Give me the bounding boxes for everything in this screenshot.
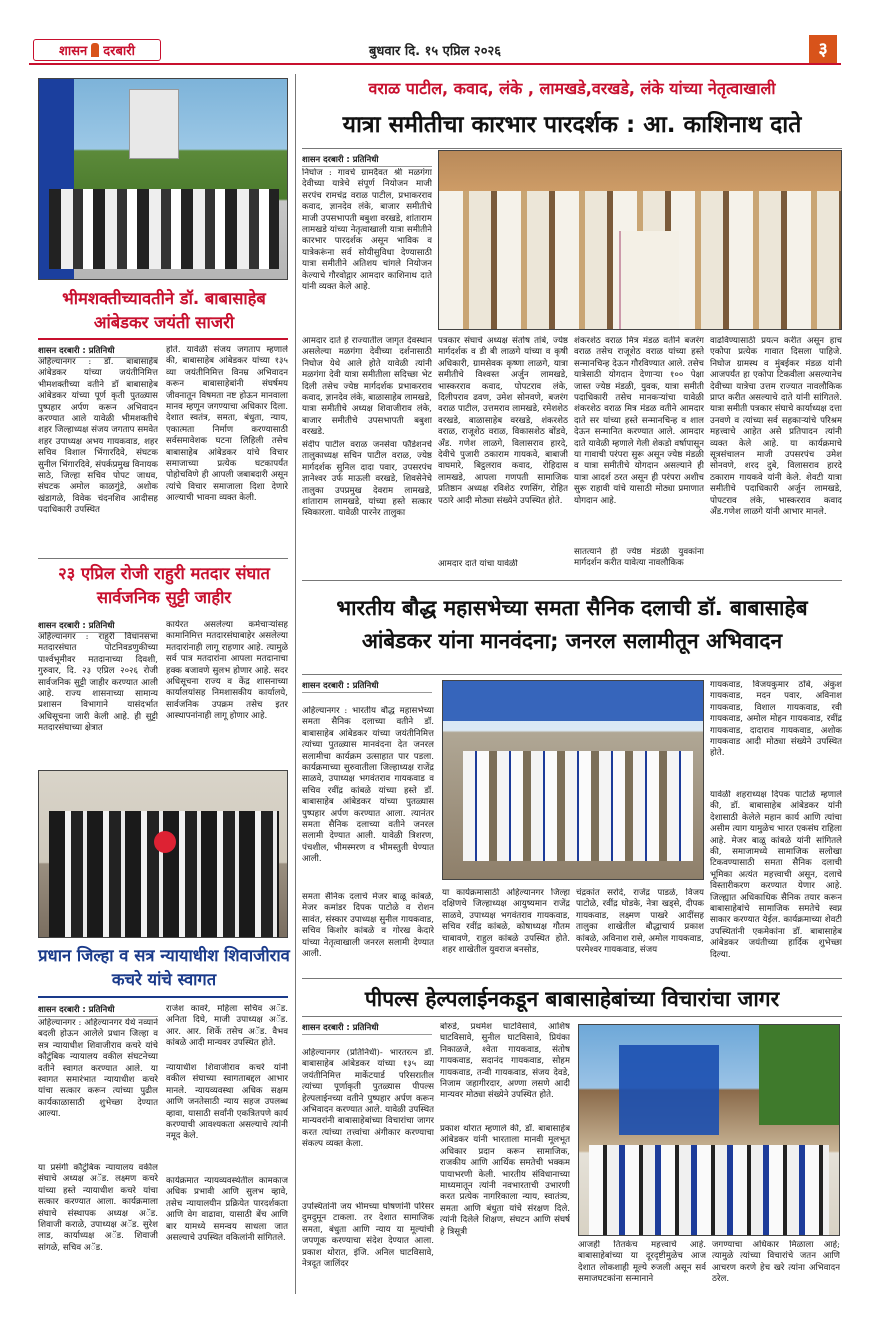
story1-byline: शासन दरबारी : प्रतिनिधी	[302, 154, 432, 167]
masthead	[29, 35, 841, 65]
brand-right: दरबारी	[103, 44, 135, 59]
brand-left: शासन	[59, 44, 88, 59]
section-rule	[302, 978, 842, 979]
story1-col2: पत्रकार संघाचे अध्यक्ष संतोष तांबे, ज्येष्ठ मार्गदर्शक व डी बी लाळगे यांच्या व कृषी अधिकारी, ग्रामसेवक कृष्णा लाळगे, यात्रा समीतीचे विश्वस्त अर्जुन लामखडे, भास्करराव कवाद, पोपटराव लंके, दिलीपराव ढवण, उमेश सोनवणे, बजरंग वराळ पाटील, उत्तमराव लामखडे, रमेशशेठ वरखडे, बाळासाहेब वरखडे, शंकरशेठ वराळ, राजूशेठ वराळ, विकासशेठ बोंडवे, अँड. गणेश लाळगे, विलासराव हारदे, देवीचे पुजारी ठकाराम गायकवे, बाबाजी वाघमारे, बिट्ठलराव कवाद, रोहिदास लामखडे, आपला गणपती सामाजिक प्रतिष्ठान अध्यक्ष रविशेठ रणसिंग, रोहित पठारे आदी मोठ्या संख्येने उपस्थित होते.	[438, 336, 568, 506]
story1-col3b: सातत्याने ही ज्येष्ठ मंडळी युवकांना मार्गदर्शन करीत यावेत्या नावलौकिक	[574, 547, 704, 569]
peoples-helpline-photo	[578, 1024, 840, 1236]
story3-headline: २३ एप्रिल रोजी राहुरी मतदार संघात सार्वजनिक सुट्टी जाहीर	[58, 564, 270, 607]
story4-col2: राजेश कावरे, महिला सचिव अॅड. अनिता दिघे, माजी उपाध्यक्ष अॅड. आर. आर. शिर्के तसेच अॅड. वैभव कांबळे आदी मान्यवर उपस्थित होते.	[166, 1004, 288, 1049]
section-rule	[38, 558, 288, 559]
story6-col2b: प्रकाश थोरात म्हणाले की, डॉ. बाबासाहेब आंबेडकर यांनी भारताला मानवी मूलभूत अधिकार प्रदान करून सामाजिक, राजकीय आणि आर्थिक समतेची भक्कम पायाभरणी केली. भारतीय संविधानाच्या माध्यमातून त्यांनी नवभारताची उभारणी करत प्रत्येक नागरिकाला न्याय, स्वातंत्र्य, समता आणि बंधुता यांचे संरक्षण दिले. त्यांनी दिलेले शिक्षण, संघटन आणि संघर्ष हे त्रिसूत्री	[440, 1124, 570, 1237]
column-divider	[295, 74, 296, 1294]
page-number-badge	[809, 35, 837, 63]
story5-col4: गायकवाड, विजयकुमार ठोंबे, अंकुश गायकवाड, मदन पवार, अविनाश गायकवाड, विशाल गायकवाड, रवी गायकवाड, अमोल मोहन गायकवाड, रवींद्र गायकवाड, दादाराव गायकवाड, अशोक गायकवाड आदी मोठ्या संख्येने उपस्थित होते.	[710, 680, 842, 759]
story1-col1: निघोज : गावचे ग्रामदैवत श्री मळगंगा देवीच्या यात्रेचे संपूर्ण नियोजन माजी सरपंच रामचंद्र वराळ पाटील, प्रभाकरराव कवाद, ज्ञानदेव लंके, बाजार समीतीचे माजी उपसभापती बबुशा वरखडे, शांताराम लामखडे यांच्या नेतृत्वाखाली यात्रा समीतीने कारभार पारदर्शक असून भाविक व यात्रेकरूंना सर्व सोयीसुविधा देण्यासाठी यात्रा समीतीने अतिशय चांगले नियोजन केल्याचे गौरवोद्गार आमदार काशिनाथ दाते यांनी व्यक्त केले आहे.	[302, 168, 432, 293]
headline-rule	[302, 148, 842, 149]
story3-col2: कार्यरत असलेल्या कर्मचाऱ्यांसह कामानिमित्त मतदारसंघाबाहेर असलेल्या मतदारांनाही लागू राहणार आहे. त्यामुळे सर्व पात्र मतदारांना आपला मतदानाचा हक्क बजावणे सुलभ होणार आहे. सदर अधिसूचना राज्य व केंद्र शासनाच्या कार्यालयांसह निमशासकीय कार्यालये, सार्वजनिक उपक्रम तसेच इतर आस्थापनांनाही लागू होणार आहे.	[166, 620, 288, 722]
headline-rule	[302, 1016, 842, 1017]
story3-byline: शासन दरबारी : प्रतिनिधी	[38, 620, 158, 633]
emblem-icon	[91, 43, 99, 57]
salute-photo	[442, 680, 704, 880]
story2-byline: शासन दरबारी : प्रतिनिधी	[38, 345, 158, 358]
story1-col1c: संदीप पाटील वराळ जनसेवा फौंडेशनचे तालुकाध्यक्ष सचिन पाटील वराळ, ज्येष्ठ मार्गदर्शक सुनिल दादा पवार, उपसरपंच ज्ञानेश्वर उर्फ माऊली वरखडे, शिवसेनेचे तालुका उपप्रमुख देवराम लामखडे, शांताराम लामखडे, यांच्या हस्ते सत्कार स्विकारला. यावेळी पारनेर तालुका	[302, 440, 432, 519]
story5-col4b: यावेळी शहराध्यक्ष दिपक पाटोळे म्हणाले की, डॉ. बाबासाहेब आंबेडकर यांनी देशासाठी केलेले महान कार्य आणि त्यांचा असीम त्याग यामुळेच भारत एकसंघ राहिला आहे. मेजर बाळू कांबळे यांनी सांगितले की, समाजामध्ये सामाजिक सलोखा टिकवण्यासाठी समता सैनिक दलाची भूमिका अत्यंत महत्त्वाची असून, दलाचे विस्तारीकरण करण्यात येणार आहे. जिल्ह्यात अधिकाधिक सैनिक तयार करून बाबासाहेबांचे सामाजिक समतेचे स्वप्न साकार करण्यात येईल. कार्यक्रमाच्या शेवटी उपस्थितांनी एकमेकांना डॉ. बाबासाहेब आंबेडकर जयंतीच्या हार्दिक शुभेच्छा दिल्या.	[710, 790, 842, 960]
yatra-committee-photo	[438, 150, 842, 330]
story3-col1: अहिल्यानगर : राहुरी विधानसभा मतदारसंघात पोटनिवडणुकीच्या पार्श्वभूमीवर मतदानाच्या दिवशी, गुरुवार, दि. २३ एप्रिल २०२६ रोजी सार्वजनिक सुट्टी जाहीर करण्यात आली आहे. राज्य शासनाच्या सामान्य प्रशासन विभागाने यासंदर्भात अधिसूचना जारी केली आहे. ही सुट्टी मतदारसंघाच्या क्षेत्रात	[38, 632, 158, 734]
story5-col3: चंद्रकांत सरोदे, राजेंद्र पाडळे, विजय पाटोळे, रवींद्र घोडके, नेत्रा खड्से, दीपक गायकवाड, लक्ष्मण पाखरे आदींसह तालुका शाखेतील बौद्धाचार्य प्रकाश कांबळे, अविनाश रासे, अमोल गायकवाड, परमेश्वर गायकवाड, संजय	[576, 888, 704, 956]
story6-col2: बोरुडे, प्रथमेश घाटविसावे, आशिष घाटविसावे, सुनील घाटविसावे, प्रियंका निकाळजे, श्वेता गायकवाड, संतोष गायकवाड, सदानंद गायकवाड, सोहम गायकवाड, तन्वी गायकवाड, संजय देवडे, निजाम जहागीरदार, अण्णा लसणे आदी मान्यवर मोठ्या संख्येने उपस्थित होते.	[440, 1022, 570, 1101]
story5-col2: या कार्यक्रमासाठी अहिल्यानगर जिल्हा दक्षिणचे जिल्हाध्यक्ष आयुष्यमान राजेंद्र साळवे, उपाध्यक्ष भगवंतराव गायकवाड, सचिव रवींद्र कांबळे, कोषाध्यक्ष गौतम चाबावणे, राहुल कांबळे उपस्थित होते. शहर शाखेतील युवराज बनसोड,	[442, 888, 570, 956]
story1-col1b: आमदार दाते हे राज्यातील जागृत देवस्थान असलेल्या मळगंगा देवीच्या दर्शनासाठी निघोज येथे आले होते यावेळी त्यांनी मळगंगा देवी यात्रा समीतीला सदिच्छा भेट दिली तसेच ज्येष्ठ मार्गदर्शक प्रभाकरराव कवाद, ज्ञानदेव लंके, बाळासाहेब लामखडे, यात्रा समीतीचे अध्यक्ष शिवाजीराव लंके, बाजार समीतीचे उपसभापती बबुशा वरखडे.	[302, 336, 432, 438]
story1-col4: वाढविण्यासाठी प्रयत्न करीत असून हाच एकोपा प्रत्येक गावात दिसला पाहिजे. निघोज ग्रामस्थ व मुंबईकर मंडळ यांनी आजपर्यंत हा एकोपा टिकवीला असल्यानेच देवीच्या यात्रेचा उत्तम राज्यात नावलौकिक प्राप्त करीत असल्याचे दाते यांनी सांगितले. यात्रा समीती पत्रकार संघाचे कार्याध्यक्ष दत्ता उनवणे व त्यांच्या सर्व सहकाऱ्यांचे परिश्रम महत्त्वाचे आहेत असे प्रतिपादन त्यांनी व्यक्त केले आहे. या कार्यक्रमाचे सूत्रसंचालन माजी उपसरपंच उमेश सोनवणे, शरद दुबे, विलासराव हारदे ठकाराम गायकवे यांनी केले. शेवटी यात्रा समीतीचे पदाधिकारी अर्जुन लामखडे, पोपटराव लंके, भास्करराव कवाद अँड.गणेश लाळगे यांनी आभार मानले.	[710, 336, 842, 518]
headline-rule	[302, 674, 842, 675]
story6-col3: आजही तितकेच महत्त्वाचे आहे. बाबासाहेबांच्या या दूरदृष्टीमुळेच आज देशात लोकशाही मूल्ये रुजली असून सर्व समाजघटकांना सन्मानाने	[578, 1240, 706, 1285]
story2-headline: भीमशक्तीच्यावतीने डॉ. बाबासाहेब आंबेडकर जयंती साजरी	[62, 289, 266, 332]
story4-byline: शासन दरबारी : प्रतिनिधी	[38, 1004, 158, 1017]
story4-col2b: न्यायाधीश शिवाजीराव कचरे यांनी वकील संघाच्या स्वागताबद्दल आभार मानले. न्यायव्यवस्था अधिक सक्षम आणि जनतेसाठी न्याय सहज उपलब्ध व्हावा, यासाठी सर्वांनी एकत्रितपणे कार्य करण्याची आवश्यकता असल्याचे त्यांनी नमूद केले.	[166, 1063, 288, 1142]
story1-col3: शंकरशेठ वराळ मित्र मंडळ वतीने बजरंग वराळ तसेच राजूशेठ वराळ यांच्या हस्ते सन्मानचिन्ह देऊन गौरविण्यात आले. तसेच यात्रेसाठी योगदान देणाऱ्या १०० पेक्षा जास्त ज्येष्ठ मंडळी, युवक, यात्रा समीती पदाधिकारी तसेच मानकऱ्यांचा यावेळी शंकरशेठ वराळ मित्र मंडळ वतीने आमदार दाते सर यांच्या हस्ते सन्मानचिन्ह व शाल देऊन सन्मानित करण्यात आले. आमदार दाते यावेळी म्हणाले गेली शेकडो वर्षापासून या गावाची परंपरा सुरू असून ज्येष्ठ मंडळी व यात्रा समीतीचे योगदान असल्याने ही यात्रा आदर्श ठरत असून ही परंपरा अशीच सुरू राहावी यांचे यासाठी मोठ्या प्रमाणात योगदान आहे.	[574, 336, 704, 506]
story1-kicker: वराळ पाटील, कवाद, लंके , लामखडे,वरखडे, लंके यांच्या नेतृत्वाखाली	[368, 79, 776, 98]
page-number: ३	[818, 39, 828, 60]
issue-date: बुधवार दि. १५ एप्रिल २०२६	[369, 44, 501, 59]
brand-logo	[33, 39, 161, 61]
section-rule	[302, 580, 842, 581]
headline-rule	[38, 338, 288, 340]
story6-headline: पीपल्स हेल्पलाईनकडून बाबासाहेबांच्या विचारांचा जागर	[364, 987, 780, 1011]
story4-headline: प्रधान जिल्हा व सत्र न्यायाधीश शिवाजीराव कचरे यांचे स्वागत	[38, 946, 290, 989]
story1-col2b: आमदार दाते यांचा यावेळी	[438, 559, 518, 569]
story4-col2c: कार्यक्रमात न्यायव्यवस्थेतील कामकाज अधिक प्रभावी आणि सुलभ व्हावे, तसेच न्यायालयीन प्रक्रियेत पारदर्शकता आणि वेग वाढावा, यासाठी बेंच आणि बार यामध्ये समन्वय साधला जात असल्याचे उपस्थित वकिलांनी सांगितले.	[166, 1176, 288, 1244]
story5-byline: शासन दरबारी : प्रतिनिधी	[302, 680, 432, 693]
story5-col1: अहिल्यानगर : भारतीय बौद्ध महासभेच्या समता सैनिक दलाच्या वतीने डॉ. बाबासाहेब आंबेडकर यांच्या जयंतीनिमित्त त्यांच्या पुतळ्यास मानवंदना देत जनरल सलामीचा कार्यक्रम उत्साहात पार पडला. कार्यक्रमाच्या सुरुवातीला जिल्हाध्यक्ष राजेंद्र साळवे, उपाध्यक्ष भगवंतराव गायकवाड व सचिव रवींद्र कांबळे यांच्या हस्ते डॉ. बाबासाहेब आंबेडकर यांच्या पुतळ्यास पुष्पहार अर्पण करण्यात आला. त्यानंतर समता सैनिक दलाच्या वतीने जनरल सलामी देण्यात आली. यावेळी त्रिशरण, पंचशील, भीमस्मरण व भीमस्तुती घेण्यात आली.	[302, 706, 434, 865]
story6-col1b: उपस्थितांनी जय भीमच्या घोषणांनी परिसर दुमदुमून टाकला. तर देशात सामाजिक समता, बंधुता आणि न्याय या मूल्यांची जपणूक करण्याचा संदेश देण्यात आला. प्रकाश थोरात, इंजि. अनिल घाटविसावे, नेत्रदूत जालिंदर	[302, 1202, 434, 1270]
story2-col2: होते. यावेळी संजय जगताप म्हणाले की, बाबासाहेब आंबेडकर यांच्या १३५ व्या जयंतीनिमित्त विनम्र अभिवादन करून बाबासाहेबांनी संघर्षमय जीवनातून विषमता नष्ट होऊन मानवाला मानव म्हणून जगण्याचा अधिकार दिला. देशात स्वतंत्र, समता, बंधुता, न्याय, एकात्मता निर्माण करण्यासाठी सर्वसमावेशक घटना लिहिली तसेच बाबासाहेब आंबेडकर यांचे विचार समाजाच्या प्रत्येक घटकापर्यंत पोहोचविणे ही आपली जबाबदारी असून त्यांचे विचार समाजाला दिशा देणारे आल्याची भावना व्यक्त केली.	[166, 345, 288, 504]
story6-col4: जगण्याचा अधिकार मिळाला आहे; त्यामुळे त्यांच्या विचारांचे जतन आणि आचरण करणे हेच खरे त्यांना अभिवादन ठरेल.	[712, 1240, 840, 1285]
judge-welcome-photo	[38, 770, 288, 938]
story4-col1b: या प्रसंगी कौटुंबिक न्यायालय वकील संघाचे अध्यक्ष अॅड. लक्ष्मण कचरे यांच्या हस्ते न्यायाधीश कचरे यांचा सत्कार करण्यात आला. कार्यक्रमाला संघाचे संस्थापक अध्यक्ष अॅड. शिवाजी कराळे, उपाध्यक्ष अॅड. सुरेश लाड, कार्याध्यक्ष अॅड. शिवाजी सांगळे, सचिव अॅड.	[38, 1163, 158, 1253]
story5-headline: भारतीय बौद्ध महासभेच्या समता सैनिक दलाची डॉ. बाबासाहेब आंबेडकर यांना मानवंदना; जनरल सलामीतून अभिवादन	[336, 596, 808, 653]
headline-rule	[38, 996, 288, 998]
story4-col1: अहिल्यानगर : अहिल्यानगर येथे नव्याने बदली होऊन आलेले प्रधान जिल्हा व सत्र न्यायाधीश शिवाजीराव कचरे यांचे कौटुंबिक न्यायालय वकील संघटनेच्या वतीने स्वागत करण्यात आले. या स्वागत समारंभात न्यायाधीश कचरे यांचा सत्कार करून त्यांच्या पुढील कार्यकाळासाठी शुभेच्छा देण्यात आल्या.	[38, 1018, 158, 1120]
jayanti-photo	[38, 78, 288, 280]
story2-col1: अहिल्यानगर : डॉ. बाबासाहेब आंबेडकर यांच्या जयंतीनिमित्त भीमशक्तीच्या वतीने डॉ बाबासाहेब आंबेडकर यांच्या पूर्ण कृती पुतळ्यास पुष्पहार अर्पण करून अभिवादन करण्यात आले यावेळी भीमशक्तीचे शहर जिल्हाध्यक्ष संजय जगताप समवेत शहर उपाध्यक्ष अभय गायकवाड, शहर सचिव विशाल भिंगारदिवे, संघटक सुनील भिंगारदिवे, संपर्कप्रमुख विनायक साठे, जिल्हा सचिव पोपट जाधव, संघटक अमोल काळगुंडे, अशोक खंडागळे, विवेक चंदनशिव आदीसह पदाधिकारी उपस्थित	[38, 357, 158, 516]
story1-headline: यात्रा समीतीचा कारभार पारदर्शक : आ. काशिनाथ दाते	[342, 112, 802, 138]
story6-col1: अहिल्यानगर (प्रतिनिधी)- भारतरत्न डॉ. बाबासाहेब आंबेडकर यांच्या १३५ व्या जयंतीनिमित्त मार्केटयार्ड परिसरातील त्यांच्या पूर्णाकृती पुतळ्यास पीपल्स हेल्पलाईनच्या वतीने पुष्पहार अर्पण करून अभिवादन करण्यात आले. यावेळी उपस्थित मान्यवरांनी बाबासाहेबांच्या विचारांचा जागर करत त्यांच्या तत्त्वांचा अंगीकार करण्याचा संकल्प व्यक्त केला.	[302, 1048, 434, 1150]
story5-col1b: समता सैनिक दलाचे मेजर बाळू कांबळे, मेजर कमांडर दिपक पाटोळे व रोशन सावंत, संस्कार उपाध्यक्ष सुनील गायकवाड, सचिव किशोर कांबळे व गोरख केदारे यांच्या नेतृत्वाखाली जनरल सलामी देण्यात आली.	[302, 892, 434, 960]
story6-byline: शासन दरबारी : प्रतिनिधी	[302, 1022, 432, 1035]
